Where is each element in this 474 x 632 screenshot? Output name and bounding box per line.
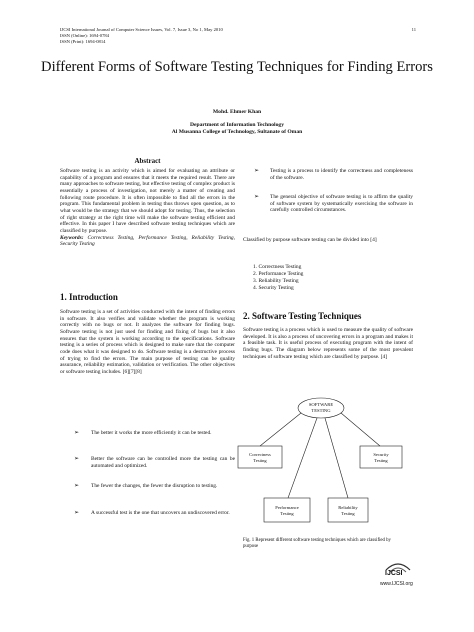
abstract-text: Software testing is an activity which is aimed for evaluating an attribute or capability of a program and ensures that it meets the required result. There are many approaches to software testing, but effective testing of complex product is essentially a process of investigation, not merely a matter of creating and following route procedure. It is often impossible to find all the errors in the program. This fundamental problem in testing thus throws open question, as to what would be the strategy that we should adopt for testing. Thus, the selection of right strategy at the right time will make the software testing efficient and effective. In this paper I have described software testing techniques which are classified by purpose.	[60, 168, 235, 234]
author-name: Mohd. Ehmer Khan	[212, 109, 262, 115]
page-number: 11	[411, 27, 416, 32]
abstract-body	[60, 168, 235, 248]
list-item: 4. Security Testing	[253, 285, 294, 291]
arrow-bullet-icon: ➢	[74, 510, 80, 516]
section2-heading: 2. Software Testing Techniques	[243, 311, 362, 321]
performance-label-line1: Performance	[275, 505, 299, 510]
affiliation-college: Al Musanna College of Technology, Sultanate of Oman	[171, 129, 303, 135]
security-node	[360, 446, 402, 468]
abstract-heading: Abstract	[134, 157, 161, 165]
intro-heading: 1. Introduction	[60, 292, 118, 302]
journal-name: IJCSI International Journal of Computer Science Issues, Vol. 7, Issue 3, No 1, May 2010	[60, 27, 223, 32]
intro-bullet: ➢ A successful test is the one that uncovers an undiscovered error.	[74, 510, 230, 516]
classified-intro: Classified by purpose software testing can be divided into [4]	[243, 237, 377, 243]
intro-bullet: ➢ Better the software can be controlled more the testing can be automated and optimized.	[74, 456, 235, 469]
testing-techniques-diagram	[235, 386, 407, 536]
arrow-bullet-icon: ➢	[74, 430, 80, 436]
reliability-label-line2: Testing	[341, 511, 355, 516]
edge-line	[341, 413, 380, 446]
journal-header	[60, 27, 223, 46]
list-item: 3. Reliability Testing	[253, 278, 299, 284]
section2-body: Software testing is a process which is used to measure the quality of software developed. It is also a process of uncovering errors in a program and makes it a feasible task. It is useful process of executing program with the intent of finding bugs. The diagram below represents some of the most prevalent techniques of software testing which are classified by purpose. [4]	[243, 327, 413, 360]
right-bullet: ➢ Testing is a process to identify the correctness and completeness of the software.	[254, 168, 413, 181]
keywords-text: Correctness Testing, Performance Testing, Reliability Testing, Security Testing	[60, 234, 235, 248]
keywords-label: Keywords:	[60, 234, 84, 241]
logo-text: IJCSI	[385, 570, 403, 577]
arrow-bullet-icon: ➢	[254, 168, 260, 174]
performance-node	[264, 498, 310, 522]
list-item: 2. Performance Testing	[253, 271, 304, 277]
paper-title: Different Forms of Software Testing Techniques for Finding Errors	[41, 59, 433, 75]
performance-label-line2: Testing	[280, 511, 294, 516]
root-label-line2: TESTING	[311, 408, 331, 413]
edge-line	[288, 418, 317, 498]
edge-line	[325, 418, 348, 498]
security-label-line2: Testing	[374, 458, 388, 463]
arrow-bullet-icon: ➢	[74, 483, 80, 489]
ijcsi-logo-icon	[376, 560, 420, 594]
correctness-label-line2: Testing	[253, 458, 267, 463]
technique-list	[253, 264, 303, 292]
intro-bullet: ➢ The better it works the more efficiently it can be tested.	[74, 430, 212, 436]
arrow-bullet-icon: ➢	[254, 194, 260, 200]
journal-url: www.IJCSI.org	[380, 581, 413, 587]
correctness-label-line1: Correctness	[249, 452, 271, 457]
security-label-line1: Security	[373, 452, 389, 457]
edge-line	[260, 413, 301, 446]
arrow-bullet-icon: ➢	[74, 456, 80, 462]
affiliation-department: Department of Information Technology	[189, 122, 284, 128]
correctness-node	[238, 446, 282, 468]
reliability-node	[328, 498, 368, 522]
author-affiliation	[0, 122, 474, 136]
right-bullet: ➢ The general objective of software testing is to affirm the quality of software system by systematically exercising the software in carefully controlled circumstances.	[254, 194, 413, 214]
figure-caption: Fig. 1 Represent different software testing techniques which are classified by purpose	[243, 538, 391, 549]
issn-print: ISSN (Print): 1694-0814	[60, 39, 106, 45]
intro-body: Software testing is a set of activities conducted with the intent of finding errors in software. It also verifies and validate whether the program is working correctly with no bugs or not. It analyzes the software for finding bugs. Software testing is not just used for finding and fixing of bugs but it also ensures that the system is working according to the specifications. Software testing is a series of process which is designed to make sure that the computer code does what it was designed to do. Software testing is a destructive process of trying to find the errors. The main purpose of testing can be quality assurance, reliability estimation, validation or verification. The other objectives or software testing includes. [6][7][8]	[60, 309, 235, 375]
list-item: 1. Correctness Testing	[253, 264, 302, 270]
issn-online: ISSN (Online): 1694-0784	[60, 33, 109, 39]
intro-bullet: ➢ The fewer the changes, the fewer the disruption to testing.	[74, 483, 218, 489]
root-label-line1: SOFTWARE	[308, 402, 334, 407]
reliability-label-line1: Reliability	[338, 505, 358, 510]
